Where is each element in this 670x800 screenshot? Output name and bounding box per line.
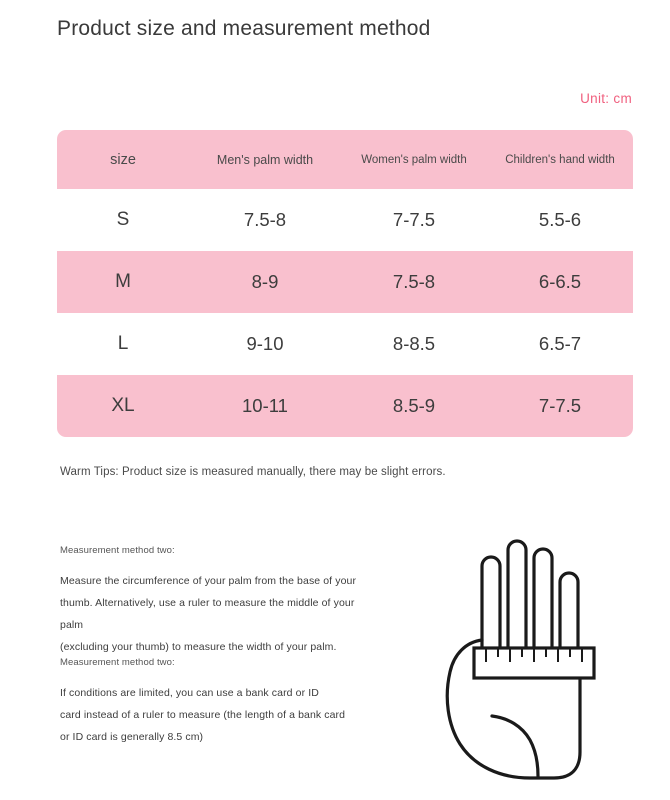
warm-tips-text: Warm Tips: Product size is measured manually, there may be slight errors.: [60, 466, 446, 478]
cell-size: L: [117, 333, 129, 354]
method-one-line: Measure the circumference of your palm from the base of your: [60, 575, 357, 587]
table-row: [57, 375, 633, 437]
measurement-method-two: [60, 657, 360, 748]
method-one-heading: Measurement method two:: [60, 545, 175, 556]
cell-childrens-hand-width: 6-6.5: [538, 271, 582, 292]
method-two-body: [60, 682, 360, 748]
method-two-heading: Measurement method two:: [60, 657, 175, 668]
table-row: [57, 189, 633, 251]
header-cell-childrens-hand-width: Children's hand width: [505, 153, 615, 166]
table-row: [57, 251, 633, 313]
method-two-line: card instead of a ruler to measure (the length of a bank card: [60, 709, 346, 722]
cell-size: S: [116, 209, 130, 230]
method-one-line: thumb. Alternatively, use a ruler to measure the middle of your palm: [60, 597, 355, 632]
header-cell-size: size: [110, 151, 136, 168]
method-two-line: If conditions are limited, you can use a bank card or ID: [60, 687, 319, 699]
cell-mens-palm-width: 8-9: [251, 271, 279, 292]
table-row: [57, 313, 633, 375]
cell-mens-palm-width: 10-11: [242, 395, 288, 416]
header-cell-womens-palm-width: Women's palm width: [361, 153, 467, 166]
cell-womens-palm-width: 8-8.5: [392, 333, 436, 354]
table-header-row: [57, 130, 633, 189]
cell-mens-palm-width: 9-10: [246, 333, 284, 354]
cell-womens-palm-width: 7.5-8: [392, 271, 436, 292]
hand-with-ruler-illustration: [430, 520, 650, 790]
cell-childrens-hand-width: 6.5-7: [538, 333, 582, 354]
page-title: Product size and measurement method: [57, 17, 431, 40]
header-cell-mens-palm-width: Men's palm width: [216, 152, 314, 167]
cell-childrens-hand-width: 5.5-6: [538, 209, 582, 230]
cell-size: XL: [111, 395, 135, 416]
method-one-body: [60, 570, 360, 658]
cell-womens-palm-width: 8.5-9: [392, 395, 436, 416]
cell-childrens-hand-width: 7-7.5: [538, 395, 582, 416]
measurement-method-one: [60, 545, 360, 658]
method-two-line: or ID card is generally 8.5 cm): [60, 731, 204, 744]
unit-label: Unit: cm: [580, 91, 632, 106]
cell-mens-palm-width: 7.5-8: [243, 209, 287, 230]
cell-womens-palm-width: 7-7.5: [392, 209, 436, 230]
size-table: [57, 130, 633, 437]
method-one-line: (excluding your thumb) to measure the width of your palm.: [60, 641, 337, 654]
cell-size: M: [115, 271, 131, 292]
